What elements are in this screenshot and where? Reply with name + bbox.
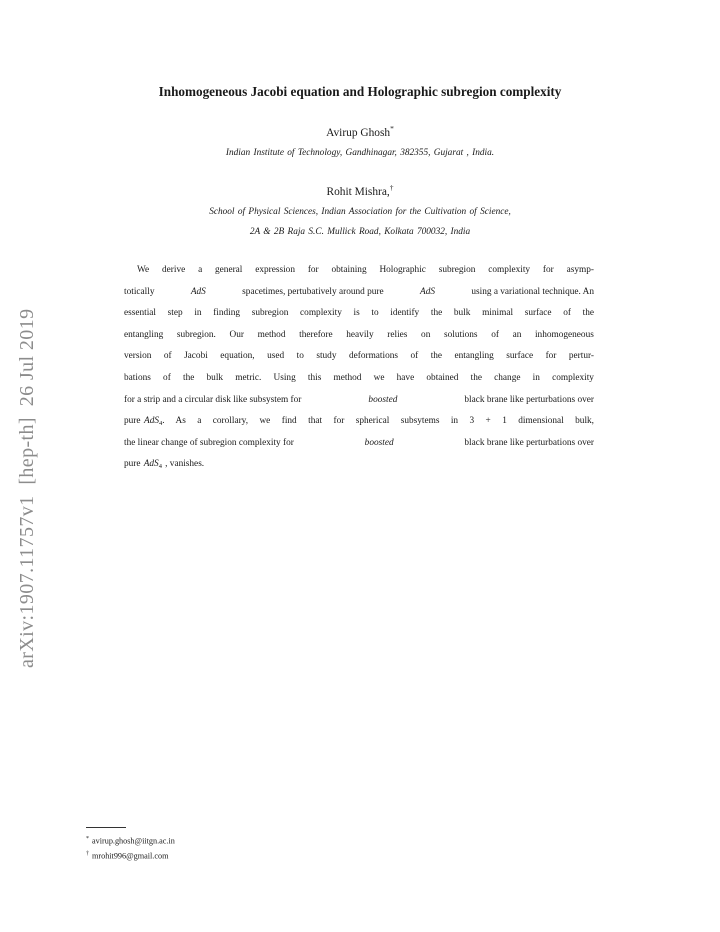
footnote-email-1: * avirup.ghosh@iitgn.ac.in (86, 836, 175, 846)
abstract-line: version of Jacobi equation, used to study deformations of the entangling surface for pertur- (124, 351, 594, 362)
abstract-line: the linear change of subregion complexity for boosted black brane like perturbations over (124, 437, 594, 448)
author-name-1: Avirup Ghosh* (326, 124, 394, 139)
abstract-line: entangling subregion. Our method therefore heavily relies on solutions of an inhomogeneous (124, 329, 594, 340)
abstract-line: bations of the bulk metric. Using this method we have obtained the change in complexity (124, 372, 594, 383)
footnote-rule (86, 827, 126, 828)
abstract-line: totically AdS spacetimes, pertubatively around pure AdS using a variational technique. An (124, 286, 594, 297)
author-footnote-mark-1: * (390, 124, 394, 133)
paper-title: Inhomogeneous Jacobi equation and Holographic subregion complexity (158, 84, 562, 99)
abstract-line: pure AdS$_4$ , vanishes. (124, 459, 205, 471)
author-affiliation-2-line-2: 2A & 2B Raja S.C. Mullick Road, Kolkata 700032, India (249, 227, 471, 237)
author-affiliation-1: Indian Institute of Technology, Gandhinagar, 382355, Gujarat , India. (225, 148, 495, 158)
author-name-2: Rohit Mishra,† (326, 183, 394, 198)
author-footnote-mark-2: † (389, 183, 394, 192)
abstract-line: for a strip and a circular disk like subsystem for boosted black brane like perturbations over (124, 394, 594, 405)
abstract-line: pure AdS$_4$. As a corollary, we find that for spherical subsytems in 3 + 1 dimensional bulk, (124, 416, 594, 428)
arxiv-identifier-stamp: arXiv:1907.11757v1 [hep-th] 26 Jul 2019 (16, 308, 38, 668)
abstract-line: We derive a general expression for obtaining Holographic subregion complexity for asymp- (137, 265, 594, 275)
abstract (124, 260, 594, 476)
footnote-email-2: † mrohit996@gmail.com (86, 851, 169, 861)
abstract-line: essential step in finding subregion complexity is to identify the bulk minimal surface of the (124, 308, 594, 319)
author-affiliation-2-line-1: School of Physical Sciences, Indian Association for the Cultivation of Science, (209, 207, 511, 217)
